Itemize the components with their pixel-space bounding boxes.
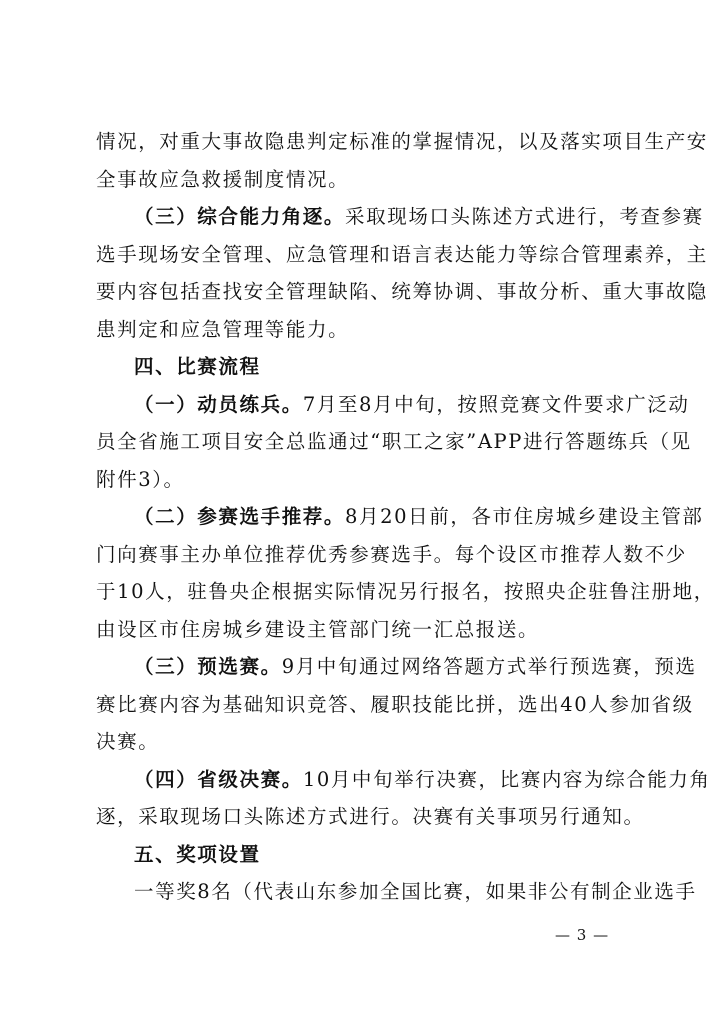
text-line: 情况，对重大事故隐患判定标准的掌握情况，以及落实项目生产安	[96, 130, 708, 153]
text-line: 赛比赛内容为基础知识竞答、履职技能比拼，选出40人参加省级	[96, 693, 694, 716]
text-line: 于10人，驻鲁央企根据实际情况另行报名，按照央企驻鲁注册地，	[96, 580, 715, 603]
paragraph-recommendation	[134, 505, 704, 531]
text-line: 由设区市住房城乡建设主管部门统一汇总报送。	[96, 618, 540, 641]
subhead-mobilization: （一）动员练兵。	[134, 393, 303, 416]
paragraph-comprehensive-ability	[134, 205, 704, 231]
page-number: — 3 —	[555, 926, 610, 944]
text-line: 患判定和应急管理等能力。	[96, 318, 350, 341]
paragraph-provincial-final	[134, 768, 711, 794]
subhead-preliminary: （三）预选赛。	[134, 655, 282, 678]
subhead-recommendation: （二）参赛选手推荐。	[134, 505, 346, 528]
text-line: 附件3）。	[96, 468, 185, 491]
text-run: 10月中旬举行决赛，比赛内容为综合能力角	[302, 768, 711, 791]
text-line: 全事故应急救援制度情况。	[96, 168, 350, 191]
text-line: 一等奖8名（代表山东参加全国比赛，如果非公有制企业选手	[134, 880, 697, 903]
text-line: 要内容包括查找安全管理缺陷、统筹协调、事故分析、重大事故隐	[96, 280, 708, 303]
text-line: 选手现场安全管理、应急管理和语言表达能力等综合管理素养，主	[96, 243, 708, 266]
text-line: 门向赛事主办单位推荐优秀参赛选手。每个设区市推荐人数不少	[96, 543, 687, 566]
text-line: 决赛。	[96, 730, 160, 753]
text-line: 员全省施工项目安全总监通过“职工之家”APP进行答题练兵（见	[96, 430, 692, 453]
section-heading-competition-process: 四、比赛流程	[134, 355, 261, 378]
text-run: 采取现场口头陈述方式进行，考查参赛	[345, 205, 704, 228]
text-line: 逐，采取现场口头陈述方式进行。决赛有关事项另行通知。	[96, 805, 645, 828]
subhead-provincial-final: （四）省级决赛。	[134, 768, 303, 791]
section-heading-awards: 五、奖项设置	[134, 843, 261, 866]
paragraph-preliminary	[134, 655, 697, 681]
text-run: 7月至8月中旬，按照竞赛文件要求广泛动	[302, 393, 690, 416]
text-run: 8月20日前，各市住房城乡建设主管部	[345, 505, 704, 528]
paragraph-mobilization	[134, 393, 690, 419]
subhead-comprehensive-ability: （三）综合能力角逐。	[134, 205, 346, 228]
text-run: 9月中旬通过网络答题方式举行预选赛，预选	[281, 655, 697, 678]
